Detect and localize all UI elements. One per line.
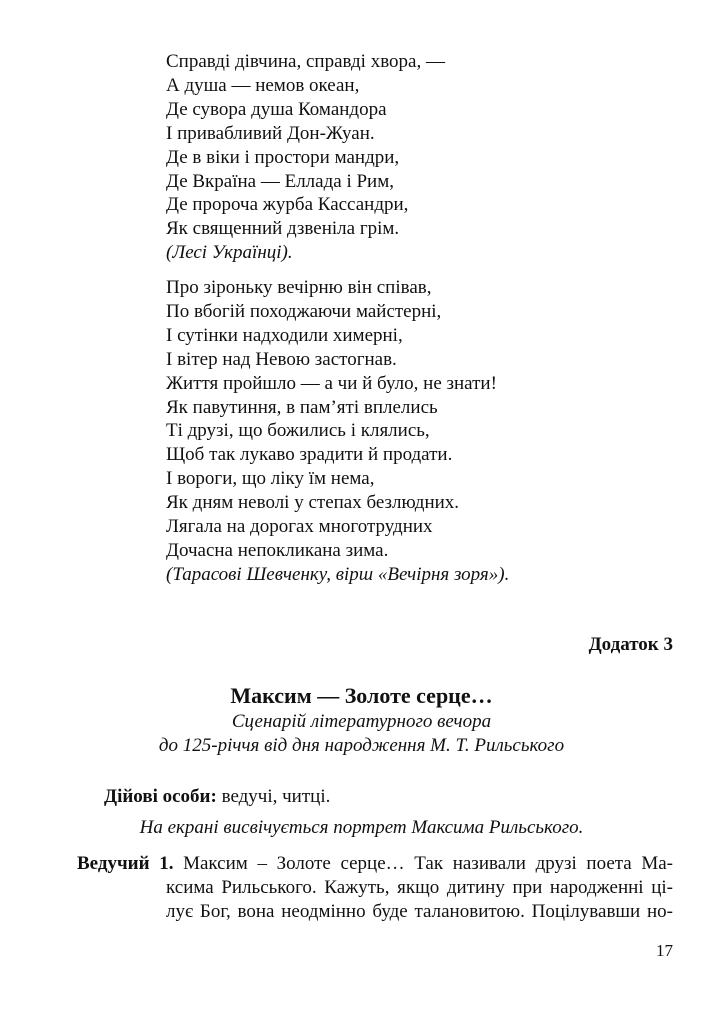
paragraph-line: ксима Рильського. Кажуть, якщо дитину при народженні ці- xyxy=(166,877,673,898)
poem-line: Як дням неволі у степах безлюдних. xyxy=(166,492,460,514)
poem-line: Щоб так лукаво зрадити й продати. xyxy=(166,444,453,466)
appendix-label: Додаток 3 xyxy=(588,634,673,655)
scenario-subtitle-occasion: до 125-річчя від дня народження М. Т. Рильського xyxy=(158,735,565,756)
poem-line: Де пророча журба Кассандри, xyxy=(166,194,409,216)
poem-line: Де сувора душа Командора xyxy=(166,98,387,120)
poem-line: Де Вкраїна — Еллада і Рим, xyxy=(166,170,394,192)
poem-line: І привабливий Дон-Жуан. xyxy=(166,122,375,144)
poem-line: І вітер над Невою застогнав. xyxy=(166,348,397,370)
poem-dedication: (Тарасові Шевченку, вірш «Вечірня зоря»). xyxy=(166,563,510,585)
cast-list xyxy=(104,786,330,808)
cast-label: Дійові особи: xyxy=(104,786,217,807)
cast-text: ведучі, читці. xyxy=(216,786,331,807)
poem-line: І вороги, що ліку їм нема, xyxy=(166,468,375,490)
poem-line: Ті друзі, що божились і клялись, xyxy=(166,420,430,442)
poem-line: Як священний дзвеніла грім. xyxy=(166,218,400,240)
poem-line: Справді дівчина, справді хвора, — xyxy=(166,51,445,72)
poem-line: По вбогій походжаючи майстерні, xyxy=(166,300,442,322)
paragraph-line xyxy=(77,852,673,876)
poem-line: Лягала на дорогах многотрудних xyxy=(166,516,433,538)
poem-stanza-lesya xyxy=(166,50,445,265)
paragraph-text: Максим – Золоте серце… Так називали друзі поета Ма- xyxy=(173,853,674,874)
scenario-subtitle: Сценарій літературного вечора xyxy=(231,711,492,732)
poem-line: Про зіроньку вечірню він співав, xyxy=(166,277,432,298)
poem-line: Дочасна непокликана зима. xyxy=(166,539,389,561)
body-paragraph xyxy=(77,852,673,924)
scenario-title: Максим — Золоте серце… xyxy=(230,683,493,708)
poem-dedication: (Лесі Українці). xyxy=(166,242,293,264)
speaker-label: Ведучий 1. xyxy=(77,853,174,874)
stage-direction: На екрані висвічується портрет Максима Рильського. xyxy=(139,817,584,838)
paragraph-line: лує Бог, вона неодмінно буде талановитою. Поцілувавши но- xyxy=(166,901,673,922)
page-number: 17 xyxy=(656,941,673,960)
poem-line: Як павутиння, в пам’яті вплелись xyxy=(166,396,438,418)
poem-stanza-shevchenko xyxy=(166,276,509,587)
poem-line: І сутінки надходили химерні, xyxy=(166,324,403,346)
poem-line: Життя пройшло — а чи й було, не знати! xyxy=(166,372,497,394)
poem-line: Де в віки і простори мандри, xyxy=(166,146,400,168)
poem-line: А душа — немов океан, xyxy=(166,74,360,96)
